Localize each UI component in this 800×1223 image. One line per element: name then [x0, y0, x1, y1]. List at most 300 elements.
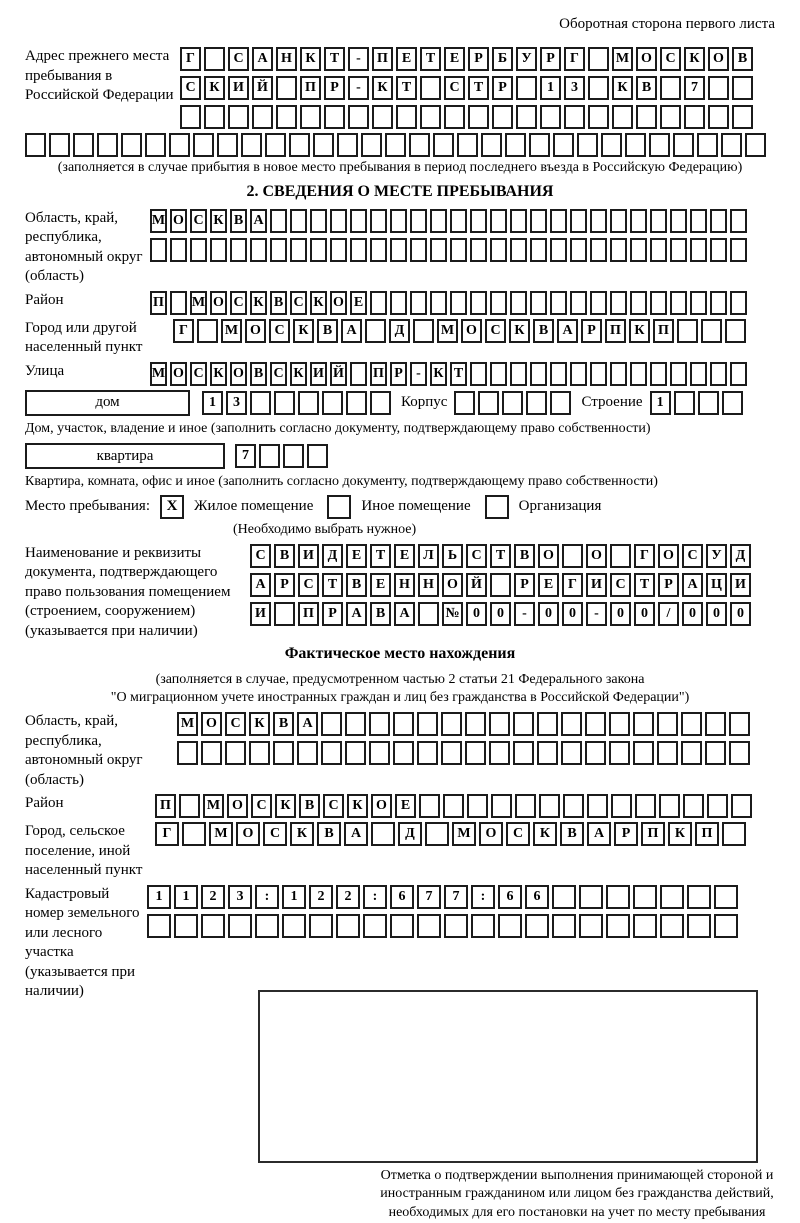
char-cell[interactable] — [636, 105, 657, 129]
char-cell[interactable] — [714, 885, 738, 909]
char-cell[interactable]: М — [437, 319, 458, 343]
char-cell[interactable]: : — [363, 885, 387, 909]
char-cell[interactable] — [393, 712, 414, 736]
char-cell[interactable] — [729, 741, 750, 765]
char-cell[interactable] — [660, 76, 681, 100]
char-cell[interactable]: М — [150, 209, 167, 233]
char-cell[interactable]: О — [636, 47, 657, 71]
char-cell[interactable] — [674, 391, 695, 415]
char-cell[interactable] — [489, 712, 510, 736]
char-cell[interactable]: С — [466, 544, 487, 568]
checkbox-zhiloe[interactable]: X — [160, 495, 184, 519]
char-cell[interactable] — [276, 105, 297, 129]
char-cell[interactable] — [630, 291, 647, 315]
char-cell[interactable]: 0 — [610, 602, 631, 626]
char-cell[interactable] — [562, 544, 583, 568]
char-cell[interactable]: Р — [492, 76, 513, 100]
char-cell[interactable]: П — [695, 822, 719, 846]
char-cell[interactable] — [650, 238, 667, 262]
char-cell[interactable] — [420, 76, 441, 100]
char-cell[interactable]: - — [348, 47, 369, 71]
char-cell[interactable]: Т — [634, 573, 655, 597]
char-cell[interactable] — [471, 914, 495, 938]
char-cell[interactable] — [490, 238, 507, 262]
char-cell[interactable]: А — [682, 573, 703, 597]
char-cell[interactable] — [490, 291, 507, 315]
char-cell[interactable] — [606, 885, 630, 909]
char-cell[interactable] — [670, 362, 687, 386]
char-cell[interactable] — [690, 238, 707, 262]
char-cell[interactable] — [722, 391, 743, 415]
char-cell[interactable] — [418, 602, 439, 626]
char-cell[interactable]: У — [516, 47, 537, 71]
char-cell[interactable]: 2 — [336, 885, 360, 909]
char-cell[interactable] — [526, 391, 547, 415]
char-cell[interactable] — [371, 822, 395, 846]
char-cell[interactable]: Т — [370, 544, 391, 568]
char-cell[interactable]: П — [150, 291, 167, 315]
char-cell[interactable] — [390, 209, 407, 233]
char-cell[interactable]: К — [509, 319, 530, 343]
char-cell[interactable]: 0 — [634, 602, 655, 626]
char-cell[interactable]: 3 — [564, 76, 585, 100]
char-cell[interactable] — [390, 238, 407, 262]
char-cell[interactable] — [537, 741, 558, 765]
char-cell[interactable] — [670, 209, 687, 233]
char-cell[interactable]: 7 — [444, 885, 468, 909]
char-cell[interactable] — [690, 209, 707, 233]
char-cell[interactable]: И — [586, 573, 607, 597]
char-cell[interactable]: Р — [540, 47, 561, 71]
char-cell[interactable] — [710, 291, 727, 315]
char-cell[interactable] — [121, 133, 142, 157]
checkbox-organizaciya[interactable] — [485, 495, 509, 519]
char-cell[interactable] — [372, 105, 393, 129]
char-cell[interactable]: С — [230, 291, 247, 315]
char-cell[interactable] — [441, 712, 462, 736]
char-cell[interactable]: И — [310, 362, 327, 386]
char-cell[interactable] — [722, 822, 746, 846]
char-cell[interactable]: : — [471, 885, 495, 909]
char-cell[interactable] — [450, 209, 467, 233]
char-cell[interactable] — [525, 914, 549, 938]
char-cell[interactable] — [561, 712, 582, 736]
char-cell[interactable]: К — [300, 47, 321, 71]
char-cell[interactable] — [365, 319, 386, 343]
char-cell[interactable] — [481, 133, 502, 157]
char-cell[interactable] — [745, 133, 766, 157]
char-cell[interactable]: С — [228, 47, 249, 71]
char-cell[interactable] — [660, 914, 684, 938]
char-cell[interactable] — [25, 133, 46, 157]
char-cell[interactable] — [396, 105, 417, 129]
char-cell[interactable] — [465, 741, 486, 765]
char-cell[interactable]: К — [249, 712, 270, 736]
char-cell[interactable] — [179, 794, 200, 818]
char-cell[interactable]: С — [444, 76, 465, 100]
char-cell[interactable] — [170, 291, 187, 315]
char-cell[interactable]: П — [372, 47, 393, 71]
char-cell[interactable]: Л — [418, 544, 439, 568]
char-cell[interactable] — [590, 362, 607, 386]
char-cell[interactable]: Е — [350, 291, 367, 315]
char-cell[interactable]: Е — [396, 47, 417, 71]
char-cell[interactable]: Т — [490, 544, 511, 568]
char-cell[interactable]: М — [452, 822, 476, 846]
char-cell[interactable] — [570, 291, 587, 315]
char-cell[interactable] — [467, 794, 488, 818]
char-cell[interactable]: Г — [564, 47, 585, 71]
char-cell[interactable] — [297, 741, 318, 765]
char-cell[interactable] — [385, 133, 406, 157]
char-cell[interactable]: М — [203, 794, 224, 818]
char-cell[interactable] — [470, 362, 487, 386]
char-cell[interactable] — [550, 238, 567, 262]
char-cell[interactable] — [417, 712, 438, 736]
char-cell[interactable] — [635, 794, 656, 818]
char-cell[interactable]: М — [612, 47, 633, 71]
char-cell[interactable]: Й — [252, 76, 273, 100]
char-cell[interactable]: 1 — [540, 76, 561, 100]
char-cell[interactable] — [730, 238, 747, 262]
char-cell[interactable] — [250, 238, 267, 262]
char-cell[interactable] — [585, 712, 606, 736]
char-cell[interactable]: Т — [324, 47, 345, 71]
char-cell[interactable] — [687, 914, 711, 938]
char-cell[interactable]: 3 — [228, 885, 252, 909]
char-cell[interactable] — [625, 133, 646, 157]
char-cell[interactable] — [230, 238, 247, 262]
char-cell[interactable] — [276, 76, 297, 100]
char-cell[interactable] — [363, 914, 387, 938]
char-cell[interactable]: С — [190, 362, 207, 386]
char-cell[interactable] — [249, 741, 270, 765]
char-cell[interactable] — [705, 741, 726, 765]
char-cell[interactable]: С — [250, 544, 271, 568]
char-cell[interactable]: В — [317, 319, 338, 343]
char-cell[interactable] — [182, 822, 206, 846]
char-cell[interactable] — [350, 209, 367, 233]
char-cell[interactable]: О — [227, 794, 248, 818]
char-cell[interactable] — [577, 133, 598, 157]
char-cell[interactable] — [630, 362, 647, 386]
char-cell[interactable]: К — [250, 291, 267, 315]
char-cell[interactable]: О — [371, 794, 392, 818]
char-cell[interactable] — [241, 133, 262, 157]
char-cell[interactable] — [684, 105, 705, 129]
char-cell[interactable] — [250, 391, 271, 415]
char-cell[interactable]: Е — [444, 47, 465, 71]
char-cell[interactable]: П — [605, 319, 626, 343]
char-cell[interactable] — [310, 209, 327, 233]
char-cell[interactable] — [690, 362, 707, 386]
char-cell[interactable] — [530, 362, 547, 386]
char-cell[interactable] — [697, 133, 718, 157]
char-cell[interactable] — [290, 209, 307, 233]
char-cell[interactable] — [369, 712, 390, 736]
char-cell[interactable] — [330, 238, 347, 262]
char-cell[interactable] — [515, 794, 536, 818]
char-cell[interactable]: С — [190, 209, 207, 233]
char-cell[interactable] — [730, 291, 747, 315]
char-cell[interactable] — [228, 914, 252, 938]
char-cell[interactable] — [681, 712, 702, 736]
char-cell[interactable] — [657, 712, 678, 736]
char-cell[interactable]: С — [180, 76, 201, 100]
char-cell[interactable]: Й — [330, 362, 347, 386]
char-cell[interactable] — [561, 741, 582, 765]
char-cell[interactable] — [550, 391, 571, 415]
char-cell[interactable]: С — [270, 362, 287, 386]
char-cell[interactable] — [670, 238, 687, 262]
char-cell[interactable]: Ц — [706, 573, 727, 597]
char-cell[interactable] — [210, 238, 227, 262]
char-cell[interactable] — [417, 741, 438, 765]
char-cell[interactable]: - — [410, 362, 427, 386]
char-cell[interactable]: С — [269, 319, 290, 343]
char-cell[interactable] — [413, 319, 434, 343]
char-cell[interactable] — [444, 105, 465, 129]
char-cell[interactable]: М — [150, 362, 167, 386]
char-cell[interactable]: 0 — [538, 602, 559, 626]
char-cell[interactable] — [610, 544, 631, 568]
char-cell[interactable] — [444, 914, 468, 938]
char-cell[interactable]: К — [684, 47, 705, 71]
char-cell[interactable]: В — [273, 712, 294, 736]
char-cell[interactable]: 3 — [226, 391, 247, 415]
char-cell[interactable]: К — [290, 822, 314, 846]
char-cell[interactable] — [430, 238, 447, 262]
char-cell[interactable]: П — [298, 602, 319, 626]
char-cell[interactable]: Р — [658, 573, 679, 597]
char-cell[interactable]: У — [706, 544, 727, 568]
char-cell[interactable] — [633, 885, 657, 909]
char-cell[interactable] — [698, 391, 719, 415]
char-cell[interactable] — [228, 105, 249, 129]
char-cell[interactable] — [609, 712, 630, 736]
char-cell[interactable] — [590, 209, 607, 233]
char-cell[interactable]: 6 — [525, 885, 549, 909]
char-cell[interactable]: Т — [450, 362, 467, 386]
char-cell[interactable] — [419, 794, 440, 818]
char-cell[interactable]: Т — [322, 573, 343, 597]
char-cell[interactable] — [633, 712, 654, 736]
char-cell[interactable]: А — [344, 822, 368, 846]
char-cell[interactable] — [677, 319, 698, 343]
char-cell[interactable] — [350, 362, 367, 386]
char-cell[interactable] — [563, 794, 584, 818]
char-cell[interactable]: О — [210, 291, 227, 315]
char-cell[interactable] — [630, 209, 647, 233]
char-cell[interactable]: К — [293, 319, 314, 343]
char-cell[interactable]: М — [209, 822, 233, 846]
char-cell[interactable] — [683, 794, 704, 818]
char-cell[interactable]: Н — [394, 573, 415, 597]
char-cell[interactable] — [587, 794, 608, 818]
char-cell[interactable] — [289, 133, 310, 157]
char-cell[interactable] — [390, 291, 407, 315]
char-cell[interactable]: А — [346, 602, 367, 626]
char-cell[interactable] — [610, 362, 627, 386]
char-cell[interactable]: Р — [468, 47, 489, 71]
char-cell[interactable] — [336, 914, 360, 938]
char-cell[interactable] — [516, 105, 537, 129]
char-cell[interactable]: С — [660, 47, 681, 71]
char-cell[interactable] — [433, 133, 454, 157]
char-cell[interactable]: 1 — [650, 391, 671, 415]
char-cell[interactable]: О — [230, 362, 247, 386]
char-cell[interactable] — [657, 741, 678, 765]
char-cell[interactable] — [633, 741, 654, 765]
char-cell[interactable] — [610, 209, 627, 233]
char-cell[interactable] — [714, 914, 738, 938]
char-cell[interactable] — [337, 133, 358, 157]
char-cell[interactable]: П — [641, 822, 665, 846]
char-cell[interactable]: 7 — [235, 444, 256, 468]
char-cell[interactable]: К — [612, 76, 633, 100]
char-cell[interactable] — [529, 133, 550, 157]
char-cell[interactable] — [731, 794, 752, 818]
char-cell[interactable]: Р — [322, 602, 343, 626]
char-cell[interactable] — [550, 291, 567, 315]
char-cell[interactable]: Н — [276, 47, 297, 71]
char-cell[interactable] — [730, 362, 747, 386]
char-cell[interactable] — [687, 885, 711, 909]
char-cell[interactable] — [690, 291, 707, 315]
char-cell[interactable]: А — [557, 319, 578, 343]
char-cell[interactable] — [650, 209, 667, 233]
char-cell[interactable]: С — [610, 573, 631, 597]
char-cell[interactable] — [478, 391, 499, 415]
char-cell[interactable] — [710, 209, 727, 233]
char-cell[interactable] — [430, 209, 447, 233]
char-cell[interactable] — [450, 291, 467, 315]
char-cell[interactable]: О — [708, 47, 729, 71]
char-cell[interactable]: Г — [173, 319, 194, 343]
char-cell[interactable]: Н — [418, 573, 439, 597]
char-cell[interactable] — [321, 712, 342, 736]
char-cell[interactable]: А — [394, 602, 415, 626]
char-cell[interactable] — [370, 238, 387, 262]
char-cell[interactable]: О — [461, 319, 482, 343]
char-cell[interactable] — [510, 238, 527, 262]
char-cell[interactable] — [570, 209, 587, 233]
char-cell[interactable] — [732, 76, 753, 100]
char-cell[interactable]: Д — [389, 319, 410, 343]
char-cell[interactable] — [588, 47, 609, 71]
char-cell[interactable] — [350, 238, 367, 262]
char-cell[interactable]: И — [730, 573, 751, 597]
char-cell[interactable] — [590, 291, 607, 315]
char-cell[interactable] — [588, 76, 609, 100]
char-cell[interactable]: В — [370, 602, 391, 626]
char-cell[interactable]: 0 — [466, 602, 487, 626]
char-cell[interactable]: К — [310, 291, 327, 315]
char-cell[interactable] — [322, 391, 343, 415]
char-cell[interactable]: Е — [395, 794, 416, 818]
char-cell[interactable] — [324, 105, 345, 129]
char-cell[interactable] — [425, 822, 449, 846]
char-cell[interactable] — [370, 391, 391, 415]
char-cell[interactable] — [490, 362, 507, 386]
char-cell[interactable]: С — [251, 794, 272, 818]
char-cell[interactable] — [300, 105, 321, 129]
char-cell[interactable] — [454, 391, 475, 415]
char-cell[interactable] — [197, 319, 218, 343]
char-cell[interactable]: 0 — [490, 602, 511, 626]
char-cell[interactable] — [601, 133, 622, 157]
char-cell[interactable]: - — [586, 602, 607, 626]
char-cell[interactable] — [390, 914, 414, 938]
char-cell[interactable]: 1 — [282, 885, 306, 909]
char-cell[interactable] — [443, 794, 464, 818]
char-cell[interactable] — [510, 291, 527, 315]
char-cell[interactable] — [570, 362, 587, 386]
char-cell[interactable]: В — [270, 291, 287, 315]
char-cell[interactable]: О — [245, 319, 266, 343]
char-cell[interactable]: - — [348, 76, 369, 100]
char-cell[interactable] — [550, 209, 567, 233]
char-cell[interactable] — [609, 741, 630, 765]
char-cell[interactable] — [673, 133, 694, 157]
char-cell[interactable] — [530, 238, 547, 262]
char-cell[interactable]: Е — [370, 573, 391, 597]
char-cell[interactable]: 0 — [730, 602, 751, 626]
char-cell[interactable] — [505, 133, 526, 157]
house-type-box[interactable]: дом — [25, 390, 190, 416]
char-cell[interactable] — [259, 444, 280, 468]
char-cell[interactable]: О — [442, 573, 463, 597]
char-cell[interactable]: П — [155, 794, 176, 818]
char-cell[interactable]: В — [560, 822, 584, 846]
char-cell[interactable]: Р — [274, 573, 295, 597]
char-cell[interactable] — [348, 105, 369, 129]
char-cell[interactable]: О — [658, 544, 679, 568]
char-cell[interactable]: А — [341, 319, 362, 343]
char-cell[interactable] — [708, 105, 729, 129]
char-cell[interactable]: А — [250, 209, 267, 233]
char-cell[interactable] — [470, 209, 487, 233]
char-cell[interactable]: / — [658, 602, 679, 626]
char-cell[interactable] — [492, 105, 513, 129]
char-cell[interactable] — [270, 238, 287, 262]
char-cell[interactable]: О — [201, 712, 222, 736]
char-cell[interactable] — [537, 712, 558, 736]
char-cell[interactable] — [510, 209, 527, 233]
char-cell[interactable] — [579, 885, 603, 909]
char-cell[interactable] — [346, 391, 367, 415]
char-cell[interactable]: 0 — [682, 602, 703, 626]
char-cell[interactable] — [633, 914, 657, 938]
char-cell[interactable] — [265, 133, 286, 157]
char-cell[interactable] — [393, 741, 414, 765]
char-cell[interactable]: Г — [562, 573, 583, 597]
char-cell[interactable]: В — [533, 319, 554, 343]
char-cell[interactable] — [730, 209, 747, 233]
char-cell[interactable]: Р — [324, 76, 345, 100]
char-cell[interactable]: Г — [180, 47, 201, 71]
char-cell[interactable]: Р — [514, 573, 535, 597]
char-cell[interactable]: Е — [394, 544, 415, 568]
char-cell[interactable]: С — [298, 573, 319, 597]
char-cell[interactable]: К — [210, 209, 227, 233]
char-cell[interactable] — [552, 914, 576, 938]
char-cell[interactable]: И — [228, 76, 249, 100]
char-cell[interactable]: В — [250, 362, 267, 386]
char-cell[interactable]: В — [317, 822, 341, 846]
char-cell[interactable]: А — [587, 822, 611, 846]
char-cell[interactable] — [170, 238, 187, 262]
